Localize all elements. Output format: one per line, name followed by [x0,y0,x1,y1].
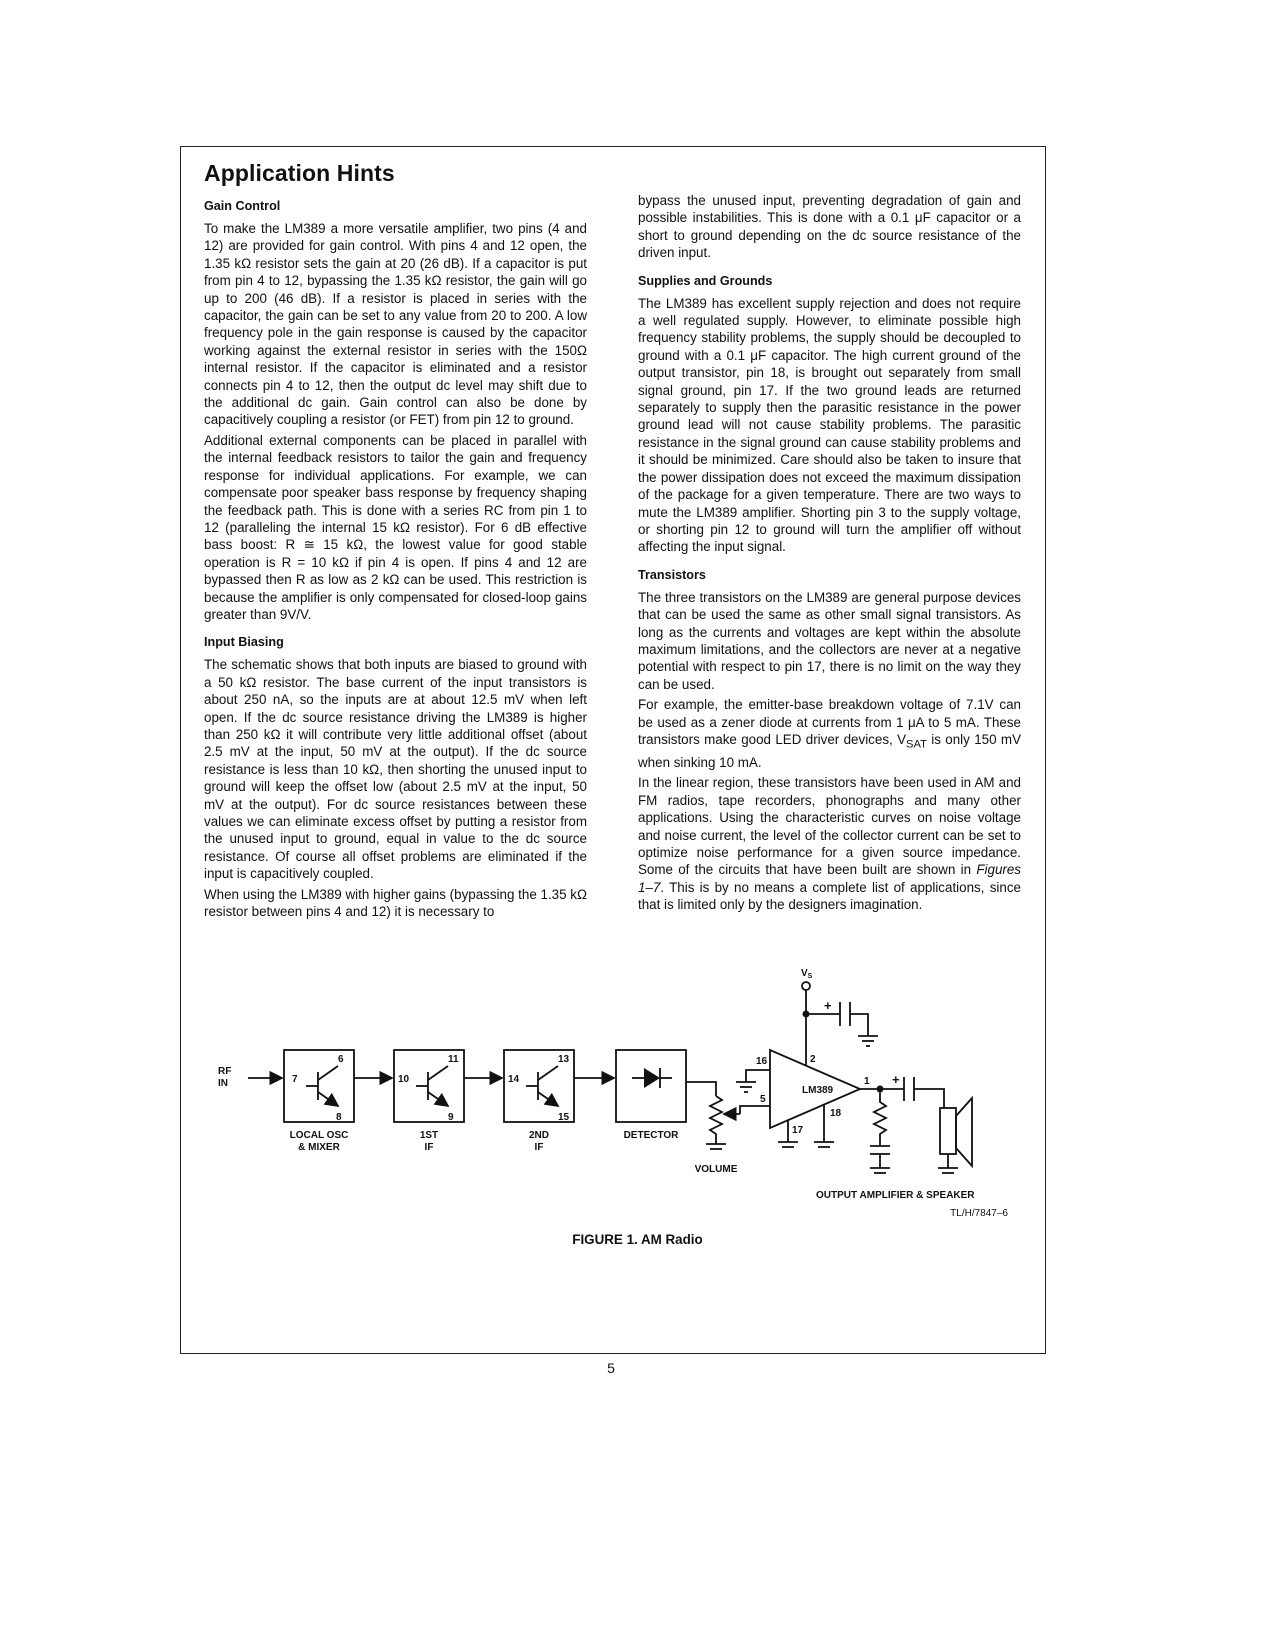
transistors-heading: Transistors [638,567,706,582]
right-column [638,192,1021,917]
rf-label: RF [218,1066,232,1077]
t1-collector [318,1066,338,1080]
stage3-pin-collector: 13 [558,1054,570,1065]
supply-label [801,968,813,980]
stage1-pin-collector: 6 [338,1054,344,1065]
p3-text-before: In the linear region, these transistors have been used in AM and FM radios, tape recorders, phonographs and many other applications. Using the characteristic curves on noise voltage and noise current, the level of the collector current can be set to optimize noise performance for a given source impedance. Some of the circuits that have been built are shown in [638,775,1021,878]
detector-label: DETECTOR [623,1130,679,1141]
gain-control-heading: Gain Control [204,199,281,213]
ref-code: TL/H/7847–6 [950,1208,1008,1218]
gain-control-paragraph-1: To make the LM389 a more versatile amplifier, two pins (4 and 12) are provided for gain control. With pins 4 and 12 open, the 1.35 kΩ resistor sets the gain at 20 (26 dB). If a capacitor is put from pin 4 to 12, bypassing the 1.35 kΩ resistor, the gain will go up to 200 (46 dB). If a resistor is placed in series with the capacitor, the gain can be set to any value from 20 to 200. A low frequency pole in the gain response is caused by the capacitor working against the external resistor in series with the 150Ω internal resistor. If the capacitor is eliminated and a resistor connects pin 4 to 12, then the output dc level may shift due to the additional dc gain. Gain control can also be done by capacitively coupling a resistor (or FET) from pin 12 to ground. [204,221,587,428]
supply-junction [803,1011,810,1018]
wiper-to-pin5 [740,1106,770,1114]
volume-resistor [710,1096,722,1144]
diode-triangle [644,1068,660,1088]
stage2-label-1: 1ST [419,1130,439,1141]
pin18-label: 18 [830,1108,842,1119]
stage3-pin-base: 14 [508,1074,520,1085]
det-to-volume [686,1082,716,1096]
figure-caption: FIGURE 1. AM Radio [572,1232,703,1247]
am-radio-schematic [204,958,1044,1218]
in-label: IN [218,1078,228,1089]
figures-reference: Figures 1–7 [638,862,1021,895]
output-junction [877,1086,884,1093]
pin5-label: 5 [760,1094,766,1105]
t2-collector [428,1066,448,1080]
pin17-label: 17 [792,1125,804,1136]
t1-emitter [318,1092,338,1106]
stage2-pin-base: 10 [398,1074,410,1085]
stage3-label-1: 2ND [528,1130,550,1141]
stage1-label-1: LOCAL OSC [289,1130,349,1141]
transistors-paragraph-1: The three transistors on the LM389 are general purpose devices that can be used the same as other small signal transistors. As long as the currents and voltages are kept within the absolute maximum limitations, and the collectors are never at a negative potential with respect to pin 17, there is no limit on the way they can be used. [638,589,1021,692]
pin16-line [746,1070,770,1082]
amp-label: LM389 [802,1085,834,1096]
pin16-label: 16 [756,1056,768,1067]
t3-emitter [538,1092,558,1106]
input-biasing-paragraph-1: The schematic shows that both inputs are biased to ground with a 50 kΩ resistor. The base current of the input transistors is about 250 nA, so the inputs are at about 12.5 mV when left open. If the dc source resistance driving the LM389 is higher than 250 kΩ it will contribute very little additional offset (about 2.5 mV at the input, 50 mV at the output). If the dc source resistance is less than 10 kΩ, then shorting the unused input to ground will keep the offset low (about 2.5 mV at the input, 50 mV at the output). For dc source resistances between these values we can eliminate excess offset by putting a resistor from the unused input to ground, equal in value to the dc source resistance. Of course all offset problems are eliminated if the input is capacitively coupled. [204,657,587,882]
pin2-label: 2 [810,1054,816,1065]
p2-text-before: For example, the emitter-base breakdown voltage of 7.1V can be used as a zener diode at currents from 1 μA to 5 mA. These transistors make good LED driver devices, V [638,697,1021,747]
stage2-label-2: IF [424,1142,434,1153]
speaker-cone [956,1098,972,1166]
continued-paragraph: bypass the unused input, preventing degradation of gain and possible instabilities. This is done with a 0.1 μF capacitor or a short to ground depending on the dc source resistance of the driven input. [638,193,1021,261]
supplies-heading: Supplies and Grounds [638,273,773,288]
page-number: 5 [607,1360,615,1376]
stage1-label-2: & MIXER [298,1142,340,1153]
p2-text-after: is only 150 mV when sinking 10 mA. [638,731,1021,771]
stage2-pin-collector: 11 [448,1054,459,1065]
speaker-wire-top [914,1089,944,1108]
vs-terminal [802,982,810,990]
p3-text-after: . This is by no means a complete list of applications, since that is limited only by the designers imagination. [638,879,1021,913]
page-title: Application Hints [204,160,395,186]
volume-label: VOLUME [694,1164,738,1175]
speaker-magnet [940,1108,956,1154]
supplies-paragraph: The LM389 has excellent supply rejection and does not require a well regulated supply. However, to eliminate possible high frequency stability problems, the supply should be decoupled to ground with a 0.1 μF capacitor. The high current ground of the output transistor, pin 18, is brought out separately from small signal ground, pin 17. If the two ground leads are returned separately to supply then the parasitic resistance in the power ground lead will not cause stability problems. The parasitic resistance in the signal ground can cause stability problems and it should be minimized. Care should also be taken to insure that the power dissipation does not exceed the maximum dissipation of the package for a given temperature. There are two ways to mute the LM389 amplifier. Shorting pin 3 to the supply voltage, or shorting pin 12 to ground will turn the amplifier off without affecting the input signal. [638,295,1021,555]
supply-label-sub: S [807,973,813,980]
stage3-pin-emitter: 15 [558,1112,570,1123]
input-biasing-heading: Input Biasing [204,635,284,650]
stage3-label-2: IF [534,1142,544,1153]
detector-box [616,1050,686,1122]
supply-cap-ground-lead [850,1014,868,1036]
t3-collector [538,1066,558,1080]
left-column [204,198,587,923]
transistors-paragraph-3 [638,774,1021,913]
vsat-subscript: SAT [906,738,927,751]
pin1-label: 1 [864,1076,870,1087]
output-label: OUTPUT AMPLIFIER & SPEAKER [816,1190,975,1201]
gain-control-paragraph-2: Additional external components can be placed in parallel with the internal feedback resistors to tailor the gain and frequency response for individual applications. For example, we can compensate poor speaker bass response by frequency shaping the feedback path. This is done with a series RC from pin 1 to 12 (paralleling the internal 15 kΩ resistor). For 6 dB effective bass boost: R ≅ 15 kΩ, the lowest value for good stable operation is R = 10 kΩ if pin 4 is open. If pins 4 and 12 are bypassed then R as low as 2 kΩ can be used. This restriction is because the amplifier is only compensated for closed-loop gains greater than 9V/V. [204,432,587,622]
supply-label-v: V [801,968,808,979]
coupling-cap-plus: + [892,1072,900,1087]
supply-cap-plus: + [824,998,832,1013]
output-resistor [874,1089,886,1146]
stage1-pin-emitter: 8 [336,1112,342,1123]
input-biasing-paragraph-2: When using the LM389 with higher gains (bypassing the 1.35 kΩ resistor between pins 4 and 12) it is necessary to [204,886,587,920]
transistors-paragraph-2 [638,696,1021,771]
t2-emitter [428,1092,448,1106]
stage2-pin-emitter: 9 [448,1112,454,1123]
stage1-pin-base: 7 [292,1074,298,1085]
